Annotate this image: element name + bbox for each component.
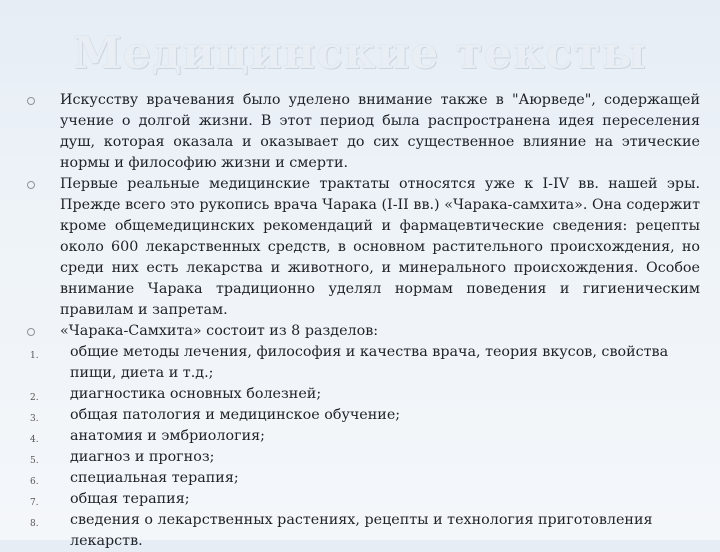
slide-body xyxy=(30,90,700,552)
section-list-item xyxy=(30,510,700,552)
item-text: общая патология и медицинское обучение; xyxy=(70,407,401,423)
slide-title: Медицинские тексты xyxy=(73,28,647,79)
paragraph-text: «Чарака-Самхита» состоит из 8 разделов: xyxy=(60,323,379,339)
item-text: диагностика основных болезней; xyxy=(70,386,322,402)
item-number: 5. xyxy=(30,456,39,466)
section-list-item xyxy=(30,384,700,405)
item-text: диагноз и прогноз; xyxy=(70,449,215,465)
bullet-icon xyxy=(27,97,35,105)
bullet-paragraph xyxy=(60,90,700,174)
section-list-item xyxy=(30,342,700,384)
item-number: 1. xyxy=(30,351,39,361)
bullet-paragraph xyxy=(60,174,700,321)
bullet-icon xyxy=(27,181,35,189)
item-number: 7. xyxy=(30,498,39,508)
item-text: общие методы лечения, философия и качества врача, теория вкусов, свойства пищи, диета и т.д.; xyxy=(70,344,669,381)
item-text: сведения о лекарственных растениях, рецепты и технология приготовления лекарств. xyxy=(70,512,653,549)
paragraph-text: Искусству врачевания было уделено внимание также в "Аюрведе", содержащей учение о долгой жизни. В этот период была распространена идея переселения душ, которая оказала и оказывает до сих существенное влияние на этические нормы и философию жизни и смерти. xyxy=(60,92,700,171)
section-list-item xyxy=(30,489,700,510)
item-number: 6. xyxy=(30,477,39,487)
item-number: 2. xyxy=(30,393,39,403)
bullet-paragraph xyxy=(60,321,700,342)
item-number: 3. xyxy=(30,414,39,424)
item-number: 8. xyxy=(30,519,39,529)
item-text: общая терапия; xyxy=(70,491,190,507)
bullet-icon xyxy=(27,328,35,336)
section-list-item xyxy=(30,405,700,426)
item-text: специальная терапия; xyxy=(70,470,239,486)
item-number: 4. xyxy=(30,435,39,445)
section-list-item xyxy=(30,447,700,468)
paragraph-text: Первые реальные медицинские трактаты относятся уже к I-IV вв. нашей эры. Прежде всего это рукопись врача Чарака (I-II вв.) «Чарака-самхита». Она содержит кроме общемедицинских рекомендаций и фармацевтические сведения: рецепты около 600 лекарственных средств, в основном растительного происхождения, но среди них есть лекарства и животного, и минерального происхождения. Особое внимание Чарака традиционно уделял нормам поведения и гигиеническим правилам и запретам. xyxy=(60,176,700,318)
item-text: анатомия и эмбриология; xyxy=(70,428,265,444)
section-list-item xyxy=(30,426,700,447)
section-list-item xyxy=(30,468,700,489)
